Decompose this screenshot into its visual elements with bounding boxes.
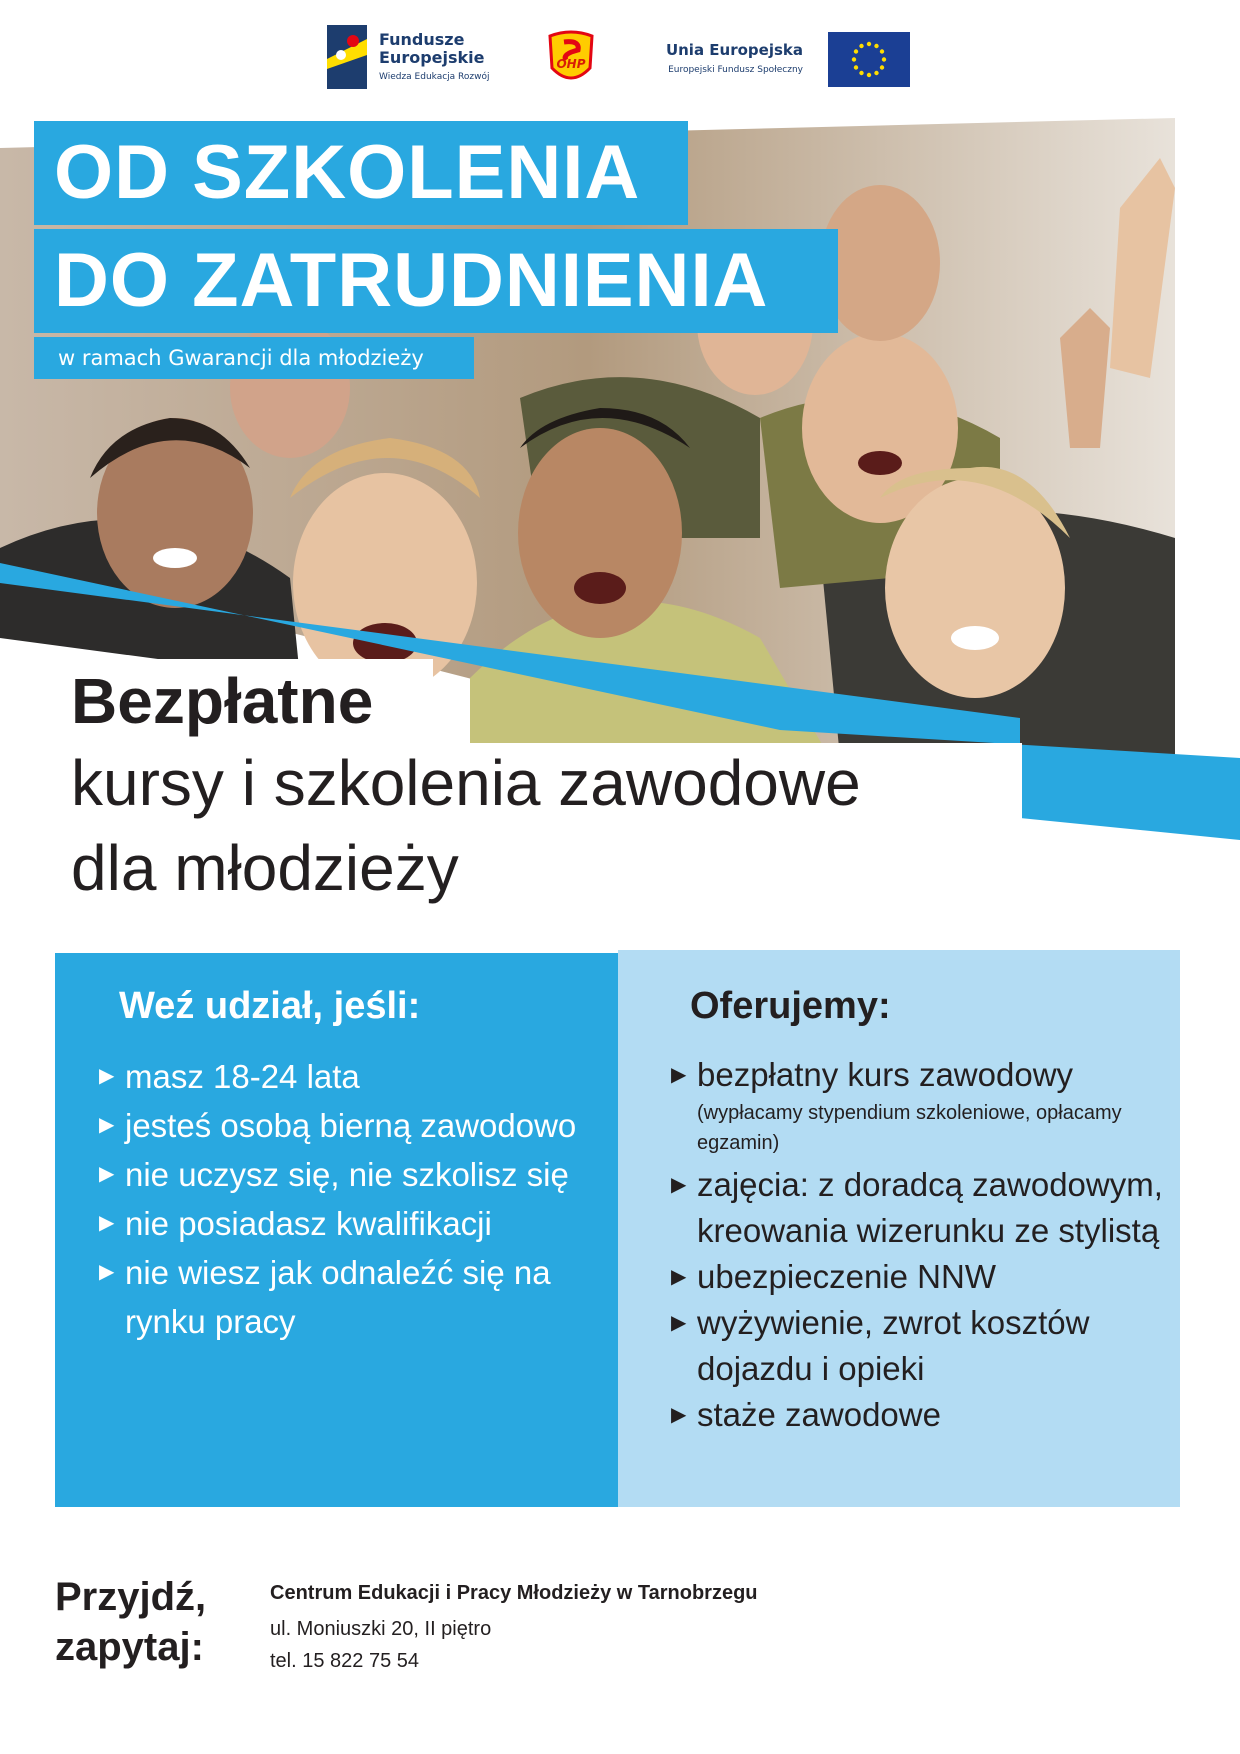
triangle-bullet-icon: ▶ <box>99 1261 115 1283</box>
organization-address: ul. Moniuszki 20, II piętro <box>270 1618 492 1640</box>
cta-line-2: zapytaj: <box>55 1625 204 1669</box>
list-item: ▶ zajęcia: z doradcą zawodowym, kreowania wizerunku ze stylistą <box>667 1162 1172 1254</box>
ue-title: Unia Europejska <box>665 41 803 59</box>
triangle-bullet-icon: ▶ <box>671 1064 687 1086</box>
cta-line-1: Przyjdź, <box>55 1575 207 1619</box>
headline-courses: kursy i szkolenia zawodowe <box>55 743 1022 828</box>
list-item: ▶ nie wiesz jak odnaleźć się na rynku pracy <box>95 1248 605 1346</box>
list-item: ▶ nie uczysz się, nie szkolisz się <box>95 1150 605 1199</box>
list-item: ▶ nie posiadasz kwalifikacji <box>95 1199 605 1248</box>
offer-heading: Oferujemy: <box>690 985 891 1027</box>
list-item: ▶ ubezpieczenie NNW <box>667 1254 1172 1300</box>
headline-youth: dla młodzieży <box>71 832 459 904</box>
participate-list <box>95 1052 605 1346</box>
list-item: ▶ staże zawodowe <box>667 1392 1172 1438</box>
ohp-logo <box>542 28 600 88</box>
triangle-bullet-icon: ▶ <box>99 1212 115 1234</box>
list-item: ▶ bezpłatny kurs zawodowy (wypłacamy stypendium szkoleniowe, opłacamy egzamin) <box>667 1052 1172 1158</box>
call-to-action <box>55 1572 206 1672</box>
list-item: ▶ wyżywienie, zwrot kosztów dojazdu i opieki <box>667 1300 1172 1392</box>
triangle-bullet-icon: ▶ <box>99 1163 115 1185</box>
triangle-bullet-icon: ▶ <box>671 1266 687 1288</box>
triangle-bullet-icon: ▶ <box>99 1114 115 1136</box>
title-line-1: OD SZKOLENIA <box>34 121 688 225</box>
triangle-bullet-icon: ▶ <box>671 1174 687 1196</box>
fe-flag-icon <box>327 25 367 89</box>
organization-name: Centrum Edukacji i Pracy Młodzieży w Tarnobrzegu <box>270 1582 758 1604</box>
offer-note: (wypłacamy stypendium szkoleniowe, opłacamy egzamin) <box>697 1102 1122 1154</box>
fe-tagline: Wiedza Edukacja Rozwój <box>379 72 490 82</box>
ohp-text: OHP <box>556 57 586 71</box>
unia-europejska-logo <box>630 30 910 90</box>
fe-title-1: Fundusze <box>379 30 465 49</box>
list-item: ▶ jesteś osobą bierną zawodowo <box>95 1101 605 1150</box>
triangle-bullet-icon: ▶ <box>99 1065 115 1087</box>
fundusze-europejskie-logo <box>327 23 517 95</box>
headline-free: Bezpłatne <box>55 659 433 743</box>
triangle-bullet-icon: ▶ <box>671 1404 687 1426</box>
participate-heading: Weź udział, jeśli: <box>119 985 421 1027</box>
triangle-bullet-icon: ▶ <box>671 1312 687 1334</box>
fe-title-2: Europejskie <box>379 48 485 67</box>
eu-flag-icon <box>828 32 910 87</box>
ue-subtitle: Europejski Fundusz Społeczny <box>668 65 803 75</box>
title-subtitle: w ramach Gwarancji dla młodzieży <box>34 337 474 379</box>
title-line-2: DO ZATRUDNIENIA <box>34 229 838 333</box>
list-item: ▶ masz 18-24 lata <box>95 1052 605 1101</box>
offer-list <box>667 1052 1172 1438</box>
organization-phone: tel. 15 822 75 54 <box>270 1650 420 1672</box>
